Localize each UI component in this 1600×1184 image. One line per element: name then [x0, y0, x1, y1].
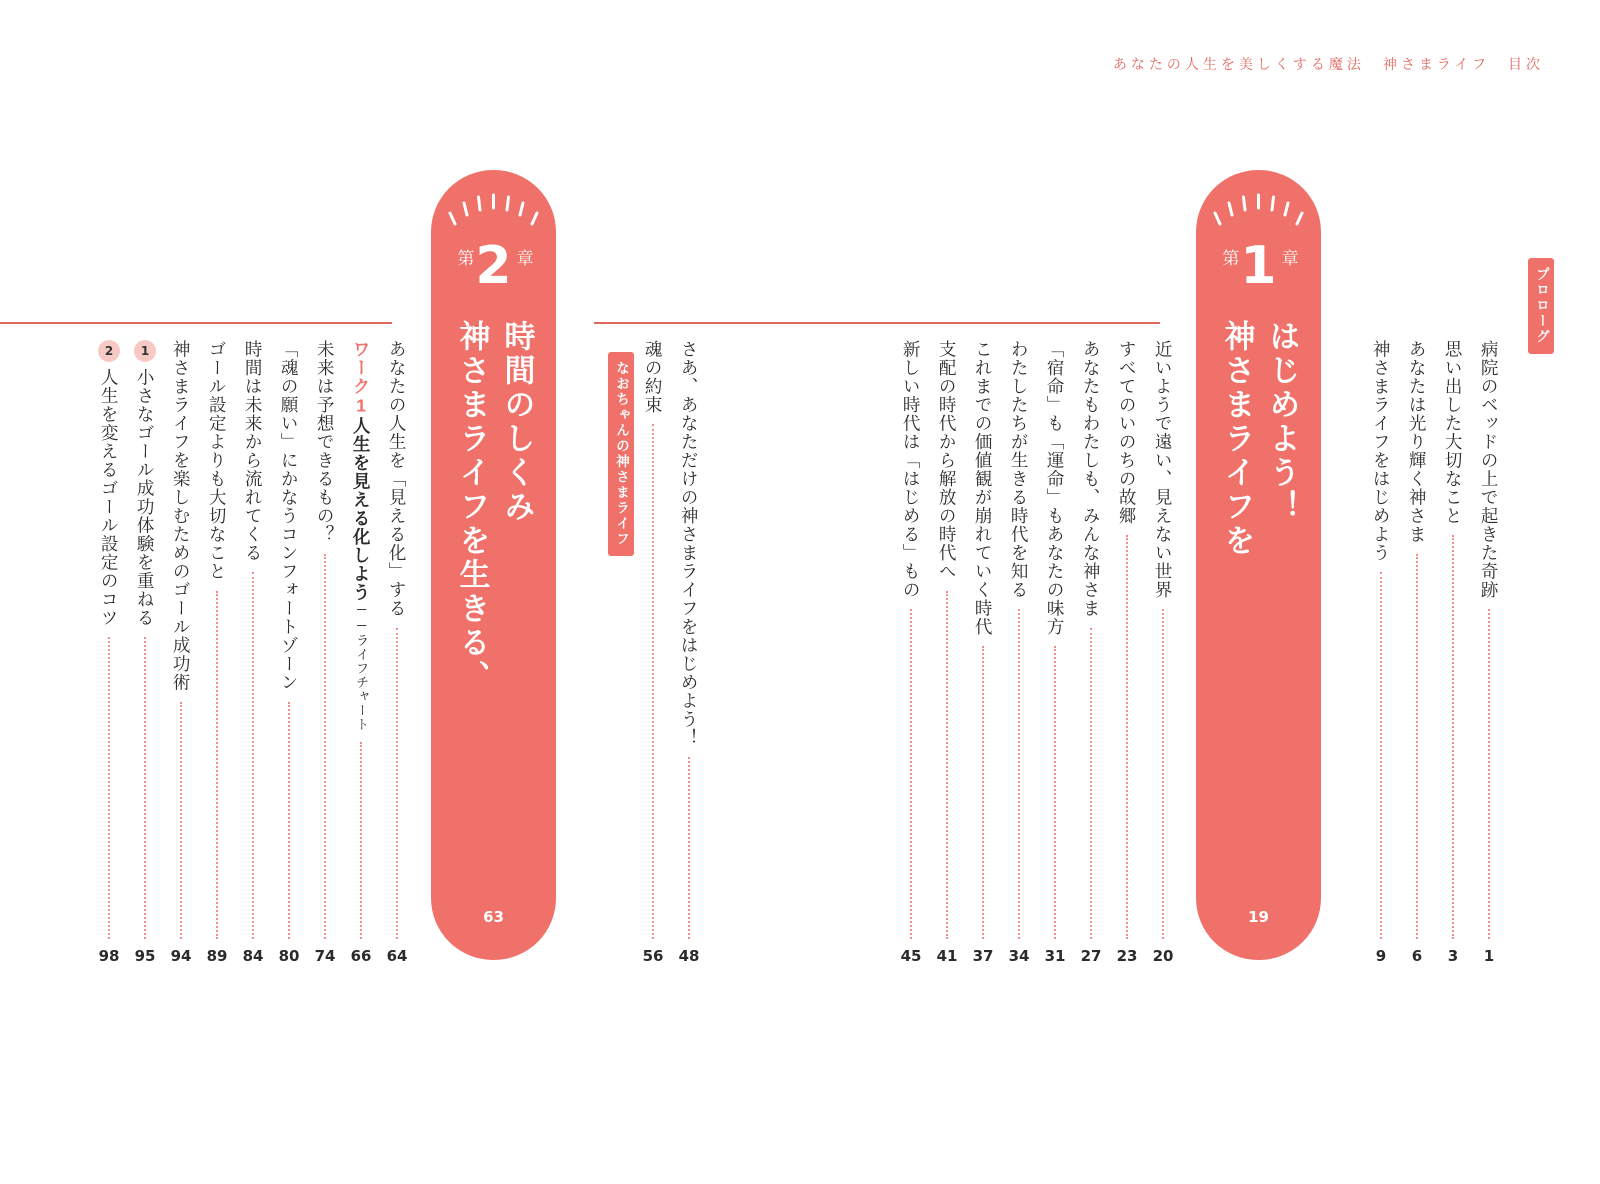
toc-entry[interactable] [966, 340, 1000, 965]
rays-icon [1196, 188, 1321, 230]
toc-entry[interactable] [1038, 340, 1072, 965]
toc-entry[interactable] [894, 340, 928, 965]
toc-entry-label: 「魂の願い」にかなうコンフォートゾーン [279, 340, 300, 692]
toc-entry-page: 80 [278, 947, 300, 965]
toc-entry-page: 41 [936, 947, 958, 965]
toc-entry[interactable] [930, 340, 964, 965]
leader-dots [652, 424, 654, 939]
chapter-1-number-row [1196, 236, 1321, 296]
toc-entry-label: さあ、あなただけの神さまライフをはじめよう！ [679, 340, 700, 747]
toc-entry-page: 48 [678, 947, 700, 965]
toc-entry[interactable] [636, 340, 670, 965]
toc-entry[interactable] [236, 340, 270, 965]
toc-entry-page: 20 [1152, 947, 1174, 965]
leader-dots [688, 757, 690, 939]
toc-entry[interactable] [1364, 340, 1398, 965]
chapter-1-suffix: 章 [1278, 249, 1298, 266]
toc-entry-page: 95 [134, 947, 156, 965]
toc-entry[interactable] [1110, 340, 1144, 965]
chapter-2-title: 神さまライフを生きる、 時間のしくみ [454, 320, 535, 694]
toc-entry-label: 人生を変えるゴール設定のコツ [99, 368, 120, 627]
toc-entry-page: 27 [1080, 947, 1102, 965]
toc-entry-page: 9 [1375, 947, 1387, 965]
leader-dots [144, 637, 146, 939]
toc-entry-label [348, 340, 374, 732]
toc-entry[interactable] [164, 340, 198, 965]
toc-entry-label: 新しい時代は「はじめる」もの [901, 340, 922, 599]
toc-entry-label: 近いようで遠い、見えない世界 [1153, 340, 1174, 599]
toc-entry[interactable] [1002, 340, 1036, 965]
toc-entry-label: わたしたちが生きる時代を知る [1009, 340, 1030, 599]
toc-entry-page: 66 [350, 947, 372, 965]
toc-entry-page: 3 [1447, 947, 1459, 965]
naochan-label: なおちゃんの神さまライフ [608, 352, 634, 556]
toc-entry-page: 94 [170, 947, 192, 965]
toc-entry[interactable] [272, 340, 306, 965]
toc-entry[interactable] [380, 340, 414, 965]
toc-entry-page: 64 [386, 947, 408, 965]
toc-entry-work[interactable] [344, 340, 378, 965]
leader-dots [252, 572, 254, 939]
leader-dots [1054, 646, 1056, 939]
toc-entry-page: 89 [206, 947, 228, 965]
toc-entry-page: 23 [1116, 947, 1138, 965]
toc-entry-label: これまでの価値観が崩れていく時代 [973, 340, 994, 636]
toc-entry-label: 未来は予想できるもの？ [315, 340, 336, 544]
toc-entry-page: 1 [1483, 947, 1495, 965]
toc-entry-label: 時間は未来から流れてくる [243, 340, 264, 562]
leader-dots [982, 646, 984, 939]
toc-entry-page: 98 [98, 947, 120, 965]
prologue-label: プロローグ [1528, 258, 1554, 354]
work-subtitle: ──ライフチャート [354, 601, 370, 732]
toc-entry[interactable] [672, 340, 706, 965]
leader-dots [396, 628, 398, 940]
leader-dots [1488, 609, 1490, 939]
leader-dots [910, 609, 912, 939]
chapter-1-title: 神さまライフを はじめよう！ [1219, 320, 1300, 558]
chapter-2-prefix: 第 [454, 249, 474, 266]
toc-entry-label: 神さまライフをはじめよう [1371, 340, 1392, 562]
toc-entry-page: 37 [972, 947, 994, 965]
leader-dots [1162, 609, 1164, 939]
chapter-2-digit: 2 [475, 236, 512, 296]
toc-entry[interactable] [308, 340, 342, 965]
toc-entry-page: 31 [1044, 947, 1066, 965]
toc-entry-label: あなたは光り輝く神さま [1407, 340, 1428, 544]
toc-entry[interactable] [1472, 340, 1506, 965]
toc-entry[interactable] [128, 340, 162, 965]
toc-entry[interactable] [1146, 340, 1180, 965]
leader-dots [216, 591, 218, 940]
toc-entry[interactable] [1436, 340, 1470, 965]
toc-entry-page: 45 [900, 947, 922, 965]
toc-entry-page: 84 [242, 947, 264, 965]
chapter-2-suffix: 章 [513, 249, 533, 266]
toc-entry[interactable] [1074, 340, 1108, 965]
toc-entry-label: 思い出した大切なこと [1443, 340, 1464, 525]
leader-dots [1090, 628, 1092, 940]
entry-number-badge: 2 [98, 340, 120, 362]
leader-dots [1380, 572, 1382, 939]
toc-entry-label: あなたの人生を「見える化」する [387, 340, 408, 618]
leader-dots [1416, 554, 1418, 940]
leader-dots [1126, 535, 1128, 939]
page-header: あなたの人生を美しくする魔法 神さまライフ 目次 [1112, 56, 1544, 72]
leader-dots [1018, 609, 1020, 939]
toc-entry-page: 56 [642, 947, 664, 965]
leader-dots [946, 591, 948, 940]
toc-entry[interactable] [200, 340, 234, 965]
work-label: ワーク1 [351, 340, 372, 417]
divider-middle [594, 322, 1160, 324]
chapter-1-page: 19 [1248, 908, 1269, 926]
chapter-1-tab [1196, 170, 1321, 960]
toc-entry-page: 74 [314, 947, 336, 965]
chapter-2-tab [431, 170, 556, 960]
toc-entry-label: 病院のベッドの上で起きた奇跡 [1479, 340, 1500, 599]
toc-entry-page: 34 [1008, 947, 1030, 965]
chapter-1-prefix: 第 [1219, 249, 1239, 266]
chapter-2-page: 63 [483, 908, 504, 926]
toc-entry-label: ゴール設定よりも大切なこと [207, 340, 228, 581]
leader-dots [288, 702, 290, 940]
toc-entry-label: 支配の時代から解放の時代へ [937, 340, 958, 581]
chapter-1-digit: 1 [1240, 236, 1277, 296]
toc-entry-label: 「宿命」も「運命」もあなたの味方 [1045, 340, 1066, 636]
toc-entry[interactable] [1400, 340, 1434, 965]
toc-entry-label: 魂の約束 [643, 340, 664, 414]
entry-number-badge: 1 [134, 340, 156, 362]
toc-entry-label: すべてのいのちの故郷 [1117, 340, 1138, 525]
toc-entry-page: 6 [1411, 947, 1423, 965]
toc-entry-label: 神さまライフを楽しむためのゴール成功術 [171, 340, 192, 692]
chapter-2-number-row [431, 236, 556, 296]
leader-dots [324, 554, 326, 940]
rays-icon [431, 188, 556, 230]
leader-dots [108, 637, 110, 939]
work-title: 人生を見える化しよう [351, 416, 372, 602]
divider-left [0, 322, 392, 324]
toc-entry-label: 小さなゴール成功体験を重ねる [135, 368, 156, 627]
toc-entry[interactable] [92, 340, 126, 965]
leader-dots [360, 742, 362, 940]
leader-dots [180, 702, 182, 940]
toc-entry-label: あなたもわたしも、みんな神さま [1081, 340, 1102, 618]
leader-dots [1452, 535, 1454, 939]
